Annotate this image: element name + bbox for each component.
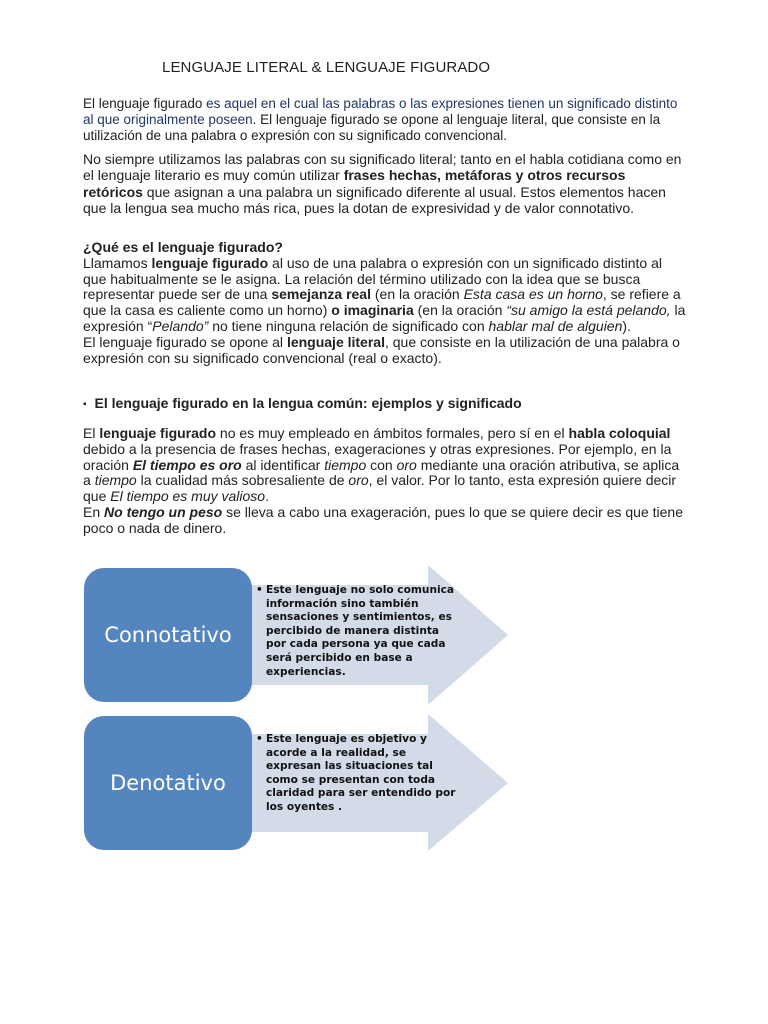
def-h: o imaginaria <box>331 302 414 319</box>
ex-b: lenguaje figurado <box>99 425 217 441</box>
ex-p: El tiempo es muy valioso <box>110 488 266 505</box>
def-f: Esta casa es un horno <box>463 286 603 303</box>
bullet-dot: • <box>256 733 263 745</box>
ex-f: El tiempo es oro <box>132 456 242 473</box>
bullet-heading-text: El lenguaje figurado en la lengua común: ejemplos y significado <box>94 395 522 411</box>
ex-j: oro <box>396 456 417 473</box>
def-d: semejanza real <box>271 286 371 303</box>
paragraph-examples <box>83 426 688 537</box>
def-e: (en la oración <box>370 286 464 303</box>
intro-definition: es aquel en el cual las palabras o las expresiones tienen un significado distinto al que originalmente poseen <box>83 96 678 127</box>
intro-text-c: . El lenguaje figurado se opone al lenguaje literal, que consiste en la utilización de una palabra o expresión con su significado convencional. <box>83 112 661 143</box>
ex-d: habla coloquial <box>568 425 671 441</box>
def-b: lenguaje figurado <box>151 254 269 271</box>
denotativo-text: Este lenguaje es objetivo y acorde a la realidad, se expresan las situaciones tal como se presentan con toda claridad para ser entendido por los oyentes . <box>266 733 456 813</box>
definition-heading: ¿Qué es el lenguaje figurado? <box>83 239 283 255</box>
bullet-marker: ▪ <box>83 399 87 410</box>
bullet-dot: • <box>256 584 263 596</box>
document-title: LENGUAJE LITERAL & LENGUAJE FIGURADO <box>162 59 491 76</box>
connotativo-text: Este lenguaje no solo comunica información sino también sensaciones y sentimientos, es percibido de manera distinta por cada persona ya que cada será percibido en base a experiencias. <box>266 584 455 678</box>
def-i: (en la oración <box>413 302 507 319</box>
ex-s: No tengo un peso <box>104 503 223 520</box>
ex-a: El <box>83 425 100 441</box>
ex-l: tiempo <box>94 472 137 489</box>
intro-text-a: El lenguaje figurado <box>83 96 207 111</box>
paragraph-definition <box>83 240 688 366</box>
ex-e: debido a la presencia de frases hechas, exageraciones y otras expresiones. Por ejemplo, en la oración <box>83 440 672 473</box>
connotative-denotative-diagram <box>80 560 520 860</box>
def-r: , que consiste en la utilización de una palabra o expresión con su significado convencional (real o exacto). <box>83 333 680 366</box>
def-p: El lenguaje figurado se opone al <box>83 333 287 350</box>
ex-h: tiempo <box>324 456 367 473</box>
ex-k: mediante una oración atributiva, se aplica a <box>83 456 680 489</box>
def-k: la expresión “ <box>83 302 686 334</box>
ex-o: , el valor. Por lo tanto, esta expresión quiere decir que <box>83 472 677 505</box>
def-c: al uso de una palabra o expresión con un significado distinto al que habitualmente se le asigna. La relación del término utilizado con la idea que se busca representar puede ser de una <box>83 254 662 303</box>
usage-bold-figures: frases hechas, metáforas y otros recursos retóricos <box>83 167 626 200</box>
usage-text-a: No siempre utilizamos las palabras con su significado literal; tanto en el habla cotidiana como en el lenguaje literario es muy común utilizar <box>83 151 682 184</box>
def-m: no tiene ninguna relación de significado con <box>208 317 489 334</box>
def-l: Pelando” <box>152 317 209 334</box>
ex-n: oro <box>348 472 369 489</box>
usage-text-c: que asignan a una palabra un significado diferente al usual. Estos elementos hacen que la lengua sea mucho más rica, pues la dotan de expresividad y de valor connotativo. <box>83 183 666 216</box>
denotativo-description <box>256 733 456 815</box>
ex-g: al identificar <box>241 456 325 473</box>
connotativo-label: Connotativo <box>104 623 232 647</box>
def-j: “su amigo la está pelando, <box>506 302 671 319</box>
ex-c: no es muy empleado en ámbitos formales, pero sí en el <box>216 425 569 441</box>
def-a: Llamamos <box>83 254 152 271</box>
paragraph-usage <box>83 151 688 216</box>
ex-m: la cualidad más sobresaliente de <box>136 472 349 489</box>
def-q: lenguaje literal <box>286 333 385 350</box>
ex-q: . <box>265 488 269 505</box>
connotativo-box <box>84 568 252 702</box>
denotativo-label: Denotativo <box>110 771 226 795</box>
section-bullet-heading <box>83 395 522 411</box>
ex-i: con <box>366 456 397 473</box>
connotativo-description <box>256 584 456 679</box>
ex-r: En <box>83 503 105 520</box>
def-n: hablar mal de alguien <box>488 317 623 334</box>
paragraph-intro <box>83 96 688 144</box>
def-g: , se refiere a que la casa es caliente como un horno) <box>83 286 681 319</box>
ex-t: se lleva a cabo una exageración, pues lo que se quiere decir es que tiene poco o nada de dinero. <box>83 503 683 536</box>
denotativo-box <box>84 716 252 850</box>
def-o: ). <box>622 317 631 334</box>
